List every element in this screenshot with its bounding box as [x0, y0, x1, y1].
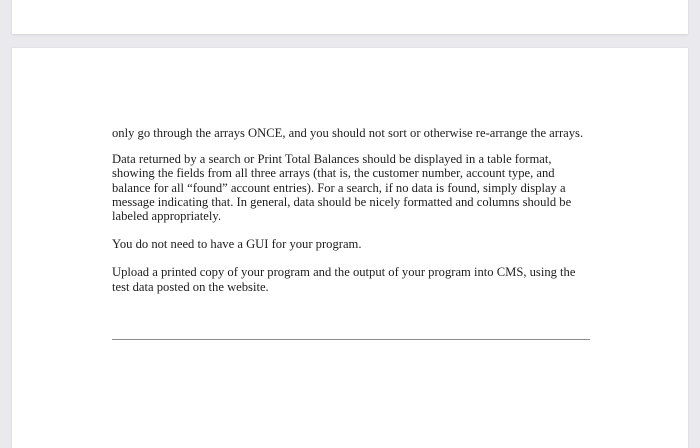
page-content [112, 126, 592, 308]
previous-page [12, 0, 688, 34]
paragraph-upload: Upload a printed copy of your program and the output of your program into CMS, using the test data posted on the website. [112, 265, 576, 294]
document-page [12, 48, 688, 448]
paragraph-no-gui: You do not need to have a GUI for your program. [112, 237, 362, 252]
paragraph-table-format: Data returned by a search or Print Total Balances should be displayed in a table format, showing the fields from all three arrays (that is, the customer number, account type, and balance for all “found” account entries). For a search, if no data is found, simply display a message indicating that. In general, data should be nicely formatted and columns should be labeled appropriately. [112, 152, 572, 224]
horizontal-rule [112, 339, 590, 340]
paragraph-arrays-once: only go through the arrays ONCE, and you should not sort or otherwise re-arrange the arrays. [112, 126, 584, 140]
